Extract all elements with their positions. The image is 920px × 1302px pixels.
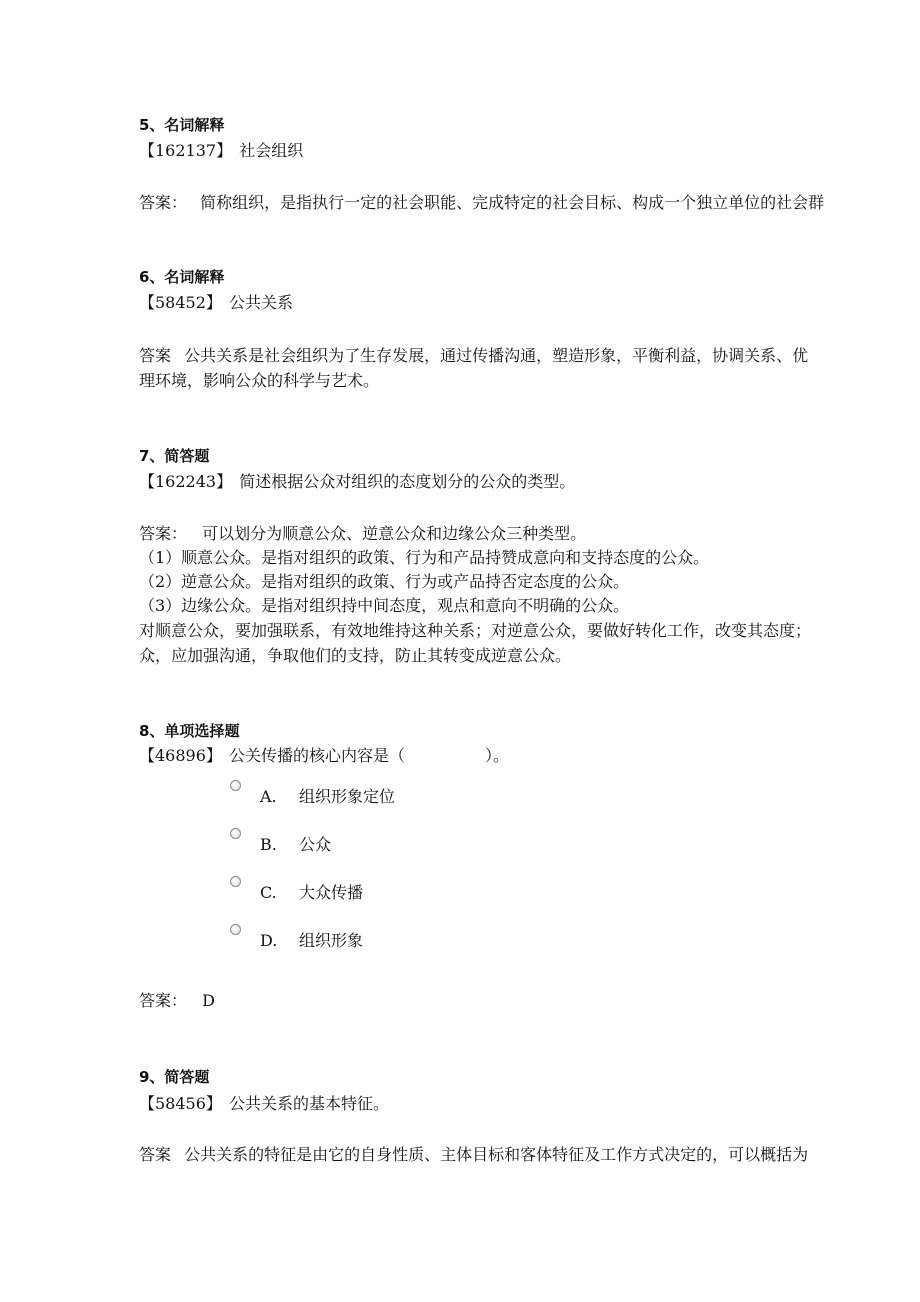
q7-summary-line2: 众，应加强沟通，争取他们的支持，防止其转变成逆意公众。 (139, 646, 572, 665)
option-letter: C. (260, 883, 277, 902)
q5-term: 社会组织 (239, 141, 304, 160)
q8-answer-text: D (202, 991, 215, 1010)
q7-id: 【162243】 (139, 472, 233, 491)
q6-title: 6、名词解释 (139, 268, 225, 286)
q7-summary-line1: 对顺意公众，要加强联系，有效地维持这种关系；对逆意公众，要做好转化工作，改变其态度； (139, 621, 812, 640)
q8-answer (139, 990, 215, 1012)
q6-answer-text-1: 公共关系是社会组织为了生存发展，通过传播沟通，塑造形象，平衡利益，协调关系、优 (184, 346, 809, 365)
q7-title: 7、简答题 (139, 447, 210, 465)
radio-button-c[interactable] (230, 876, 241, 887)
q7-point-1: （1）顺意公众。是指对组织的政策、行为和产品持赞成意向和支持态度的公众。 (139, 548, 710, 567)
q7-answer-intro-text: 可以划分为顺意公众、逆意公众和边缘公众三种类型。 (202, 524, 587, 543)
q9-id: 【58456】 (139, 1094, 222, 1113)
q5-title: 5、名词解释 (139, 116, 225, 134)
option-text: 组织形象定位 (299, 787, 396, 806)
q5-id: 【162137】 (139, 141, 233, 160)
option-letter: B. (260, 835, 277, 854)
option-text: 大众传播 (299, 883, 364, 902)
q6-answer-line2: 理环境，影响公众的科学与艺术。 (139, 371, 380, 390)
q9-title: 9、简答题 (139, 1068, 210, 1086)
q5-answer (139, 192, 824, 214)
q8-question-text: 公关传播的核心内容是（ ）。 (229, 746, 510, 765)
q6-answer-label: 答案 (139, 346, 172, 365)
q8-question (139, 745, 509, 767)
q5-answer-text: 简称组织，是指执行一定的社会职能、完成特定的社会目标、构成一个独立单位的社会群 (200, 193, 825, 212)
q5-answer-label: 答案： (139, 193, 188, 212)
q7-point-2: （2）逆意公众。是指对组织的政策、行为或产品持否定态度的公众。 (139, 572, 630, 591)
q6-question (139, 292, 293, 314)
q7-question (139, 471, 575, 493)
q7-point-3: （3）边缘公众。是指对组织持中间态度，观点和意向不明确的公众。 (139, 596, 630, 615)
q9-question-text: 公共关系的基本特征。 (229, 1094, 390, 1113)
radio-button-a[interactable] (230, 780, 241, 791)
q5-question (139, 140, 303, 162)
option-letter: D. (260, 931, 278, 950)
q8-answer-label: 答案： (139, 991, 188, 1010)
q7-answer-intro (139, 523, 586, 545)
q8-id: 【46896】 (139, 746, 222, 765)
q9-answer-label: 答案 (139, 1145, 172, 1164)
option-text: 组织形象 (299, 931, 364, 950)
option-text: 公众 (299, 835, 332, 854)
q7-question-text: 简述根据公众对组织的态度划分的公众的类型。 (239, 472, 576, 491)
q9-answer (139, 1144, 808, 1166)
q7-answer-label: 答案： (139, 524, 188, 543)
q9-answer-text: 公共关系的特征是由它的自身性质、主体目标和客体特征及工作方式决定的，可以概括为 (184, 1145, 809, 1164)
radio-button-b[interactable] (230, 828, 241, 839)
q9-question (139, 1093, 389, 1115)
q6-answer-line1 (139, 345, 808, 367)
q8-title: 8、单项选择题 (139, 722, 240, 740)
q6-id: 【58452】 (139, 293, 222, 312)
radio-button-d[interactable] (230, 924, 241, 935)
q6-term: 公共关系 (229, 293, 294, 312)
option-letter: A. (260, 787, 277, 806)
